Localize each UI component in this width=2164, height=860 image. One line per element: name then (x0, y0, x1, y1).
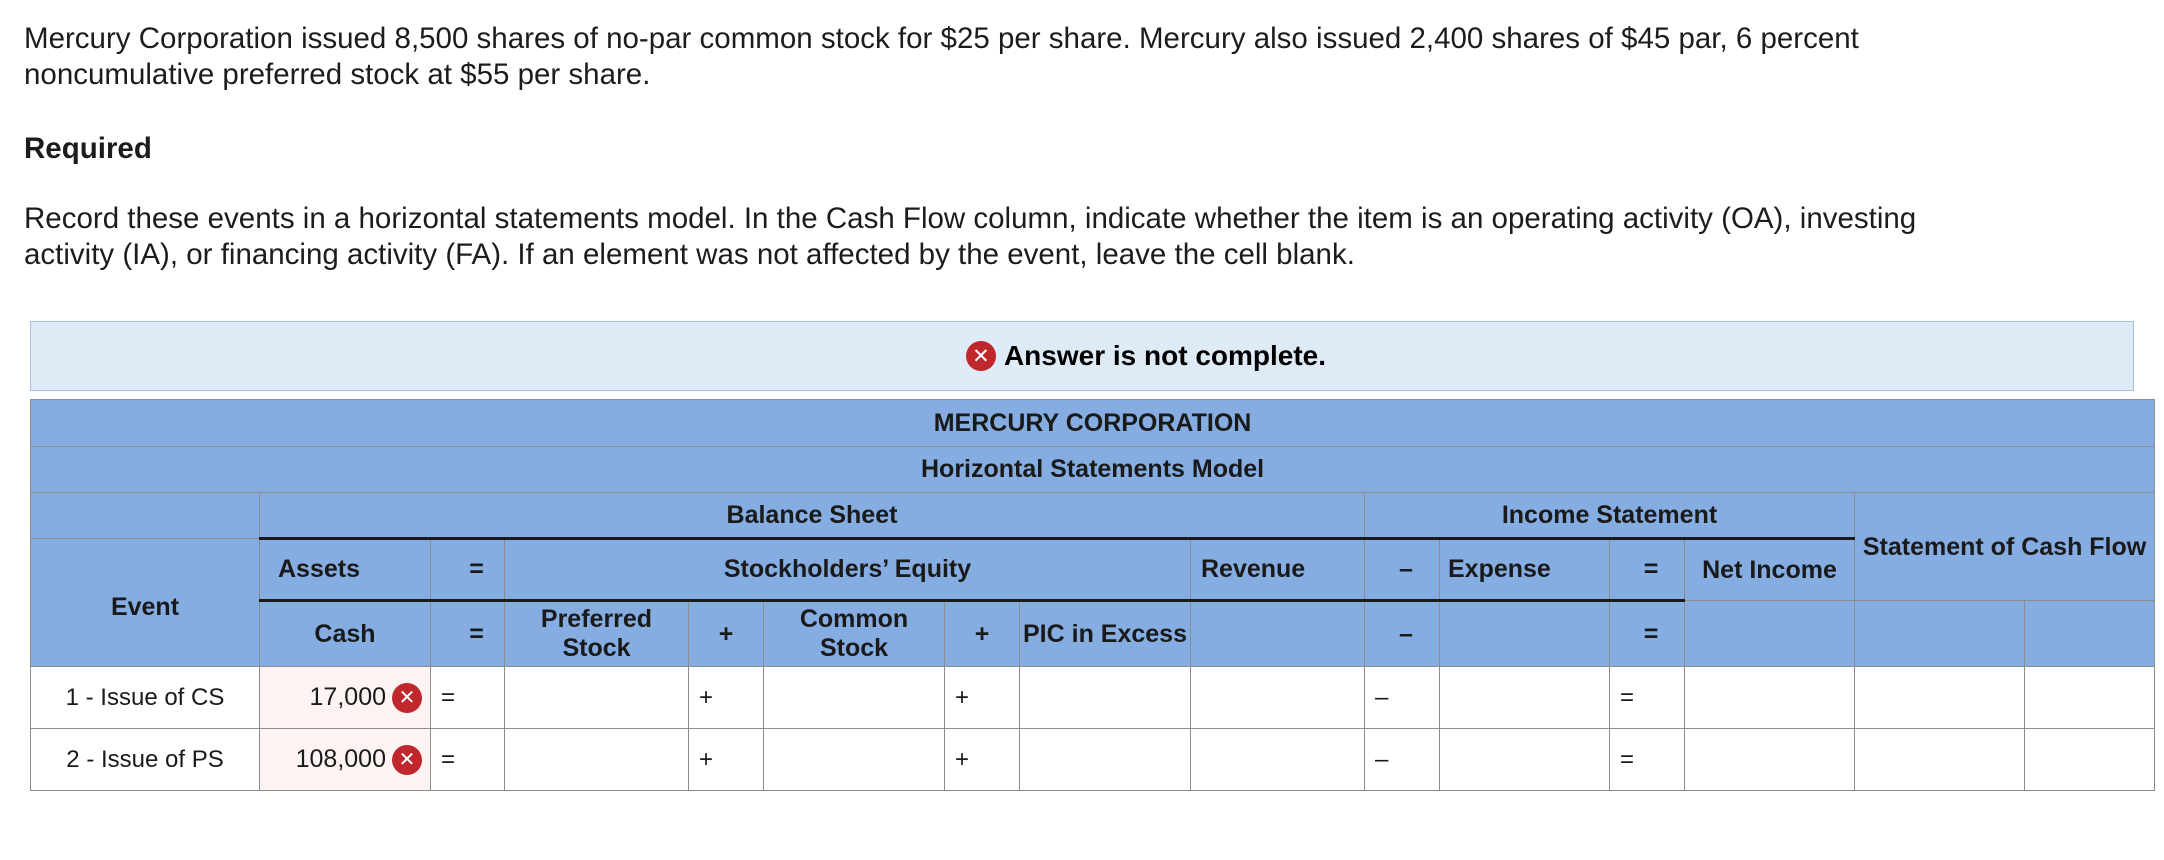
cash-value: 108,000 (295, 745, 386, 773)
equals-subheader-2: = (1610, 601, 1685, 667)
cash-flow-subheader-2 (2025, 601, 2155, 667)
pic-in-excess-input[interactable] (1020, 729, 1191, 791)
horizontal-statements-model-table (30, 399, 2155, 791)
table-row (31, 729, 2155, 791)
company-name: MERCURY CORPORATION (31, 400, 2155, 447)
event-column-header: Event (31, 539, 260, 667)
instructions: Record these events in a horizontal statements model. In the Cash Flow column, indicate whether the item is an operating activity (OA), investing activity (IA), or financing activity (FA). If an element was not affected by the event, leave the cell blank. (24, 202, 1917, 271)
expense-input[interactable] (1440, 729, 1610, 791)
cash-flow-activity-select[interactable] (2025, 729, 2155, 791)
cash-input[interactable] (260, 729, 431, 791)
plus-sign: + (689, 729, 764, 791)
preferred-stock-input[interactable] (505, 667, 689, 729)
net-income-input[interactable] (1685, 729, 1855, 791)
cash-header: Cash (260, 601, 431, 667)
answer-status-banner (30, 321, 2134, 391)
minus-subheader: – (1365, 601, 1440, 667)
revenue-input[interactable] (1191, 729, 1365, 791)
stockholders-equity-header: Stockholders’ Equity (505, 539, 1191, 601)
preferred-stock-header: Preferred Stock (505, 601, 689, 667)
minus-header: – (1365, 539, 1440, 601)
cash-input[interactable] (260, 667, 431, 729)
net-income-header: Net Income (1685, 539, 1855, 601)
assets-header: Assets (260, 539, 431, 601)
table-row (31, 667, 2155, 729)
revenue-header: Revenue (1191, 539, 1365, 601)
cash-flow-amount-input[interactable] (1855, 729, 2025, 791)
equals-header: = (431, 539, 505, 601)
net-income-subheader (1685, 601, 1855, 667)
equals-sign: = (1610, 729, 1685, 791)
event-label: 2 - Issue of PS (31, 729, 260, 791)
equals-header-2: = (1610, 539, 1685, 601)
problem-statement: Mercury Corporation issued 8,500 shares of no-par common stock for $25 per share. Mercury also issued 2,400 shares of $45 par, 6 percent noncumulative preferred stock at $55 per share. (24, 22, 1859, 91)
incorrect-icon: ✕ (392, 745, 422, 775)
equals-sign: = (1610, 667, 1685, 729)
common-stock-input[interactable] (764, 667, 945, 729)
revenue-input[interactable] (1191, 667, 1365, 729)
cash-flow-subheader-1 (1855, 601, 2025, 667)
revenue-subheader (1191, 601, 1365, 667)
minus-sign: – (1365, 667, 1440, 729)
required-heading: Required (24, 132, 152, 165)
x-circle-icon: ✕ (966, 341, 996, 371)
expense-input[interactable] (1440, 667, 1610, 729)
minus-sign: – (1365, 729, 1440, 791)
income-statement-header: Income Statement (1365, 493, 1855, 539)
table-title: Horizontal Statements Model (31, 447, 2155, 493)
cash-flow-amount-input[interactable] (1855, 667, 2025, 729)
equals-sign: = (431, 729, 505, 791)
net-income-input[interactable] (1685, 667, 1855, 729)
plus-subheader-1: + (689, 601, 764, 667)
plus-sign: + (945, 729, 1020, 791)
expense-header: Expense (1440, 539, 1610, 601)
cash-value: 17,000 (309, 683, 386, 711)
balance-sheet-header: Balance Sheet (260, 493, 1365, 539)
plus-subheader-2: + (945, 601, 1020, 667)
expense-subheader (1440, 601, 1610, 667)
cash-flow-activity-select[interactable] (2025, 667, 2155, 729)
pic-in-excess-header: PIC in Excess (1020, 601, 1191, 667)
preferred-stock-input[interactable] (505, 729, 689, 791)
answer-status-text: Answer is not complete. (1003, 340, 1327, 371)
pic-in-excess-input[interactable] (1020, 667, 1191, 729)
common-stock-input[interactable] (764, 729, 945, 791)
common-stock-header: Common Stock (764, 601, 945, 667)
cash-flow-header: Statement of Cash Flow (1855, 493, 2155, 601)
incorrect-icon: ✕ (392, 683, 422, 713)
plus-sign: + (689, 667, 764, 729)
equals-sign: = (431, 667, 505, 729)
equals-subheader: = (431, 601, 505, 667)
event-label: 1 - Issue of CS (31, 667, 260, 729)
header-blank (31, 493, 260, 539)
plus-sign: + (945, 667, 1020, 729)
